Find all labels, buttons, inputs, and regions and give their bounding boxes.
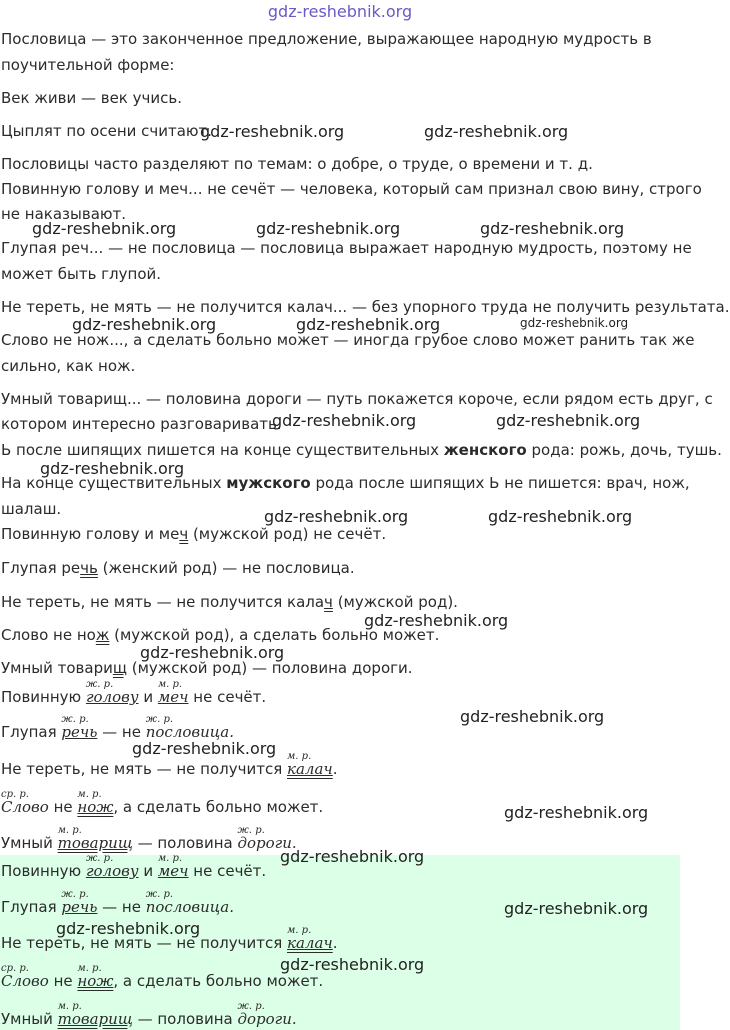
proverb-2: Цыплят по осени считают.	[1, 122, 213, 140]
rule-masculine: На конце существительных мужского рода после шипящих Ь не пишется: врач, нож,	[1, 474, 690, 492]
watermark: gdz-reshebnik.org	[272, 411, 417, 430]
explain-1b: не наказывают.	[1, 205, 127, 223]
rule-masculine-cont: шалаш.	[1, 500, 62, 518]
watermark: gdz-reshebnik.org	[364, 611, 509, 630]
site-header[interactable]: gdz-reshebnik.org	[267, 2, 413, 21]
gender-line-3: Не тереть, не мять — не получится калач (мужской род).	[1, 593, 458, 611]
explain-1a: Повинную голову и меч... не сечёт — человека, который сам признал свою вину, строго	[1, 180, 702, 198]
explain-3: Не тереть, не мять — не получится калач... — без упорного труда не получить результата.	[1, 298, 730, 316]
topics-line: Пословицы часто разделяют по темам: о добре, о труде, о времени и т. д.	[1, 155, 593, 173]
watermark: gdz-reshebnik.org	[200, 122, 345, 141]
watermark: gdz-reshebnik.org	[488, 507, 633, 526]
watermark: gdz-reshebnik.org	[56, 919, 201, 938]
watermark: gdz-reshebnik.org	[40, 459, 185, 478]
explain-2a: Глупая реч... — не пословица — пословица выражает народную мудрость, поэтому не	[1, 239, 692, 257]
watermark: gdz-reshebnik.org	[140, 643, 285, 662]
gender-line-4: Слово не нож (мужской род), а сделать больно может.	[1, 626, 440, 644]
watermark: gdz-reshebnik.org	[504, 899, 649, 918]
gender-line-2: Глупая речь (женский род) — не пословица.	[1, 559, 355, 577]
explain-5a: Умный товарищ... — половина дороги — путь покажется короче, если рядом есть друг, с	[1, 390, 713, 408]
watermark: gdz-reshebnik.org	[496, 411, 641, 430]
annot-line-3: Не тереть, не мять — не получится м. р. калач.	[1, 751, 338, 778]
gender-line-1: Повинную голову и меч (мужской род) не сечёт.	[1, 525, 387, 543]
watermark: gdz-reshebnik.org	[132, 739, 277, 758]
rule-feminine: Ь после шипящих пишется на конце существительных женского рода: рожь, дочь, тушь.	[1, 441, 722, 459]
annot-line-4: ср. р. Слово не м. р. нож, а сделать больно может.	[1, 789, 324, 816]
watermark: gdz-reshebnik.org	[280, 955, 425, 974]
explain-4b: сильно, как нож.	[1, 357, 136, 375]
annot-line-5: Умный м. р. товарищ — половина ж. р. дороги.	[1, 825, 297, 852]
watermark: gdz-reshebnik.org	[280, 847, 425, 866]
annot-line-1: Повинную ж. р. голову и м. р. меч не сечёт.	[1, 679, 267, 706]
watermark: gdz-reshebnik.org	[264, 507, 409, 526]
annot2-line-4: ср. р. Слово не м. р. нож, а сделать больно может.	[1, 963, 324, 990]
annot2-line-1: Повинную ж. р. голову и м. р. меч не сечёт.	[1, 853, 267, 880]
watermark: gdz-reshebnik.org	[424, 122, 569, 141]
annot2-line-5: Умный м. р. товарищ — половина ж. р. дороги.	[1, 1001, 297, 1028]
watermark: gdz-reshebnik.org	[296, 315, 441, 334]
explain-4a: Слово не нож..., а сделать больно может — иногда грубое слово может ранить так же	[1, 331, 695, 349]
annot-line-2: Глупая ж. р. речь — не ж. р. пословица.	[1, 714, 234, 741]
watermark: gdz-reshebnik.org	[72, 315, 217, 334]
proverb-1: Век живи — век учись.	[1, 89, 182, 107]
explain-5b: котором интересно разговаривать.	[1, 415, 282, 433]
watermark: gdz-reshebnik.org	[460, 707, 605, 726]
definition-line-1: Пословица — это законченное предложение, выражающее народную мудрость в	[1, 30, 652, 48]
annot2-line-3: Не тереть, не мять — не получится м. р. калач.	[1, 925, 338, 952]
watermark: gdz-reshebnik.org	[32, 219, 177, 238]
explain-2b: может быть глупой.	[1, 265, 162, 283]
watermark: gdz-reshebnik.org	[256, 219, 401, 238]
watermark: gdz-reshebnik.org	[520, 316, 629, 330]
watermark: gdz-reshebnik.org	[480, 219, 625, 238]
gender-line-5: Умный товарищ (мужской род) — половина дороги.	[1, 659, 413, 677]
watermark: gdz-reshebnik.org	[504, 803, 649, 822]
definition-line-2: поучительной форме:	[1, 56, 175, 74]
annot2-line-2: Глупая ж. р. речь — не ж. р. пословица.	[1, 889, 234, 916]
